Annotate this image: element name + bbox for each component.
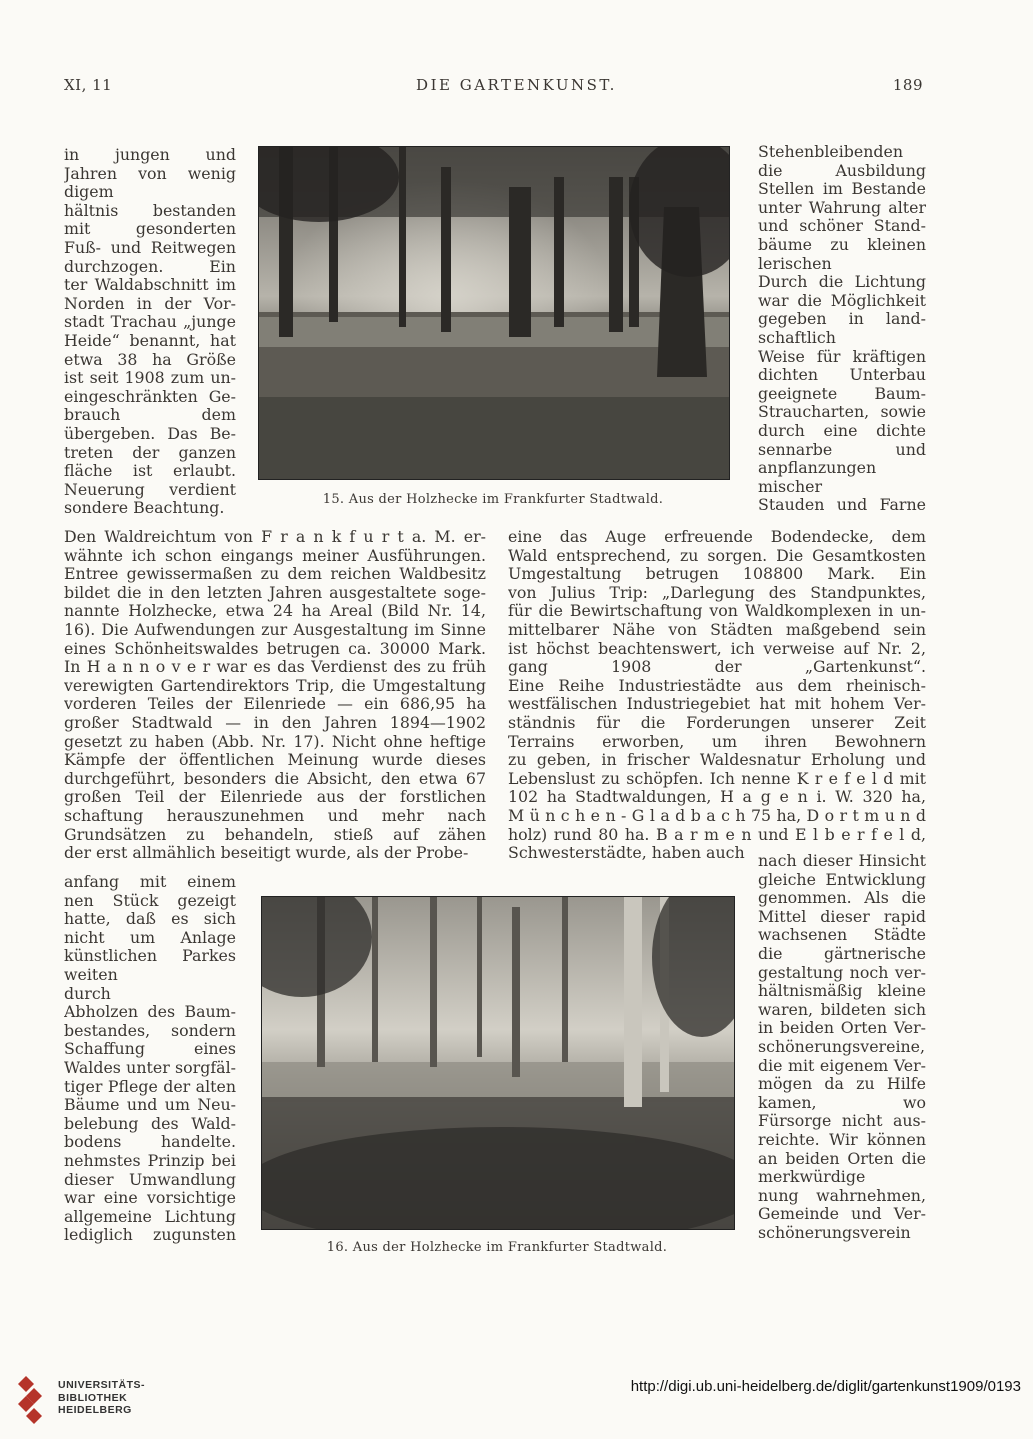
text-line: digem [64,183,114,202]
text-line: mischer [758,477,823,496]
text-line: Grundsätzen zu behandeln, stieß auf zähen [64,825,486,844]
text-line: anfang mit einem [64,873,236,891]
text-line: nannte Holzhecke, etwa 24 ha Areal (Bild Nr. 14, [64,602,486,621]
text-line: hältnismäßig kleine [758,982,926,1001]
text-line: Jahren von wenig [64,164,236,183]
text-line: sennarbe und [758,440,926,459]
text-line: mittelbarer Nähe von Städten maßgebend sein [508,620,926,639]
text-line: hältnis bestanden [64,201,236,220]
text-line: weiten [64,965,118,984]
text-line: allgemeine Lichtung [64,1207,236,1226]
text-line: Terrains erworben, um ihren Bewohnern [508,732,926,751]
text-line: war die Möglichkeit [758,291,926,310]
text-line: Abholzen des Baum- [64,1003,236,1022]
text-line: eines Schönheitswaldes betrugen ca. 30000 Mark. [64,639,486,658]
text-line: 16). Die Aufwendungen zur Ausgestaltung im Sinne [64,620,486,639]
text-line: lerischen [758,254,832,273]
text-line: für die Bewirtschaftung von Waldkomplexen in un- [508,602,926,621]
text-line: gestaltung noch ver- [758,963,926,982]
text-line: mit gesonderten [64,220,236,239]
text-line: schaftung herauszunehmen und mehr nach [64,806,486,825]
text-line: Stehenbleibenden [758,143,904,161]
text-line: anpflanzungen [758,459,877,478]
text-line: Umgestaltung betrugen 108800 Mark. Ein [508,565,926,584]
text-line: Kämpfe der öffentlichen Meinung wurde dieses [64,751,486,770]
text-line: durch eine dichte [758,421,926,440]
text-line: Fürsorge nicht aus- [758,1112,926,1131]
text-line: waren, bildeten sich [758,1000,926,1019]
text-line: verewigten Gartendirektors Trip, die Umgestaltung [64,676,486,695]
text-line: schaftlich [758,328,836,347]
text-line: großer Stadtwald — in den Jahren 1894—1902 [64,713,486,732]
text-line: gang 1908 der „Gartenkunst“. [508,658,926,677]
text-line: geeignete Baum- [758,384,926,403]
text-line: großen Teil der Eilenriede aus der forstlichen [64,788,486,807]
text-line: fläche ist erlaubt. [64,462,236,481]
text-line: brauch dem [64,406,236,425]
text-line: stadt Trachau „junge [64,313,236,332]
text-line: hatte, daß es sich [64,910,236,929]
text-line: schönerungsverein [758,1223,911,1242]
logo-line-3: HEIDELBERG [58,1404,132,1416]
figure-16-caption: 16. Aus der Holzhecke im Frankfurter Stadtwald. [326,1240,668,1255]
text-line: dichten Unterbau [758,366,926,385]
text-line: in beiden Orten Ver- [758,1019,926,1038]
photo-figure-15 [258,146,730,480]
text-line: die gärtnerische [758,944,926,963]
text-line: 102 ha Stadtwaldungen, H a g e n i. W. 320 ha, [508,788,926,807]
photo-figure-16 [261,896,735,1230]
text-line: wachsenen Städte [758,926,926,945]
text-line: bäume zu kleinen [758,235,926,254]
text-line: durchgeführt, besonders die Absicht, den etwa 67 [64,769,486,788]
text-line: gesetzt zu haben (Abb. Nr. 17). Nicht ohne heftige [64,732,486,751]
text-line: Entree gewissermaßen zu dem reichen Waldbesitz [64,565,486,584]
text-line: ist seit 1908 zum un- [64,369,236,388]
text-line: Waldes unter sorgfäl- [64,1058,236,1077]
text-line: war eine vorsichtige [64,1189,236,1208]
text-column-middle-right [508,528,926,863]
text-line: Wald entsprechend, zu sorgen. Die Gesamtkosten [508,546,926,565]
source-url-link[interactable]: http://digi.ub.uni-heidelberg.de/diglit/gartenkunst1909/0193 [630,1378,1021,1395]
text-line: Heide“ benannt, hat [64,331,236,350]
running-head-title: DIE GARTENKUNST. [416,76,617,94]
text-line: holz) rund 80 ha. B a r m e n und E l b e r f e l d, [508,825,926,844]
logo-line-1: UNIVERSITÄTS- [58,1379,146,1391]
text-line: nehmstes Prinzip bei [64,1151,236,1170]
text-line: vorderen Teiles der Eilenriede — ein 686,95 ha [64,695,486,714]
text-line: Eine Reihe Industriestädte aus dem rheinisch- [508,676,926,695]
text-line: Stauden und Farne [758,496,926,515]
text-line: gegeben in land- [758,310,926,329]
figure-15-caption: 15. Aus der Holzhecke im Frankfurter Stadtwald. [322,492,664,507]
text-line: die mit eigenem Ver- [758,1056,926,1075]
text-line: zu geben, in frischer Waldesnatur Erholung und [508,751,926,770]
text-line: kamen, wo [758,1093,926,1112]
text-line: nen Stück gezeigt [64,891,236,910]
text-line: und schöner Stand- [758,217,926,236]
text-line: merkwürdige [758,1168,866,1187]
text-line: In H a n n o v e r war es das Verdienst des zu früh [64,658,486,677]
text-line: nicht um Anlage [64,928,236,947]
text-column-top-left [64,146,236,518]
text-line: Durch die Lichtung [758,273,926,292]
text-line: künstlichen Parkes [64,947,236,966]
text-line: ist höchst beachtenswert, ich verweise auf Nr. 2, [508,639,926,658]
text-line: der erst allmählich beseitigt wurde, als der Probe- [64,844,469,863]
text-column-middle-left [64,528,486,863]
text-line: tiger Pflege der alten [64,1077,236,1096]
text-line: Gemeinde und Ver- [758,1205,926,1224]
text-line: ter Waldabschnitt im [64,276,236,295]
text-line: westfälischen Industriegebiet hat mit hohem Ver- [508,695,926,714]
text-line: Neuerung verdient [64,480,236,499]
text-line: übergeben. Das Be- [64,424,236,443]
text-line: mögen da zu Hilfe [758,1075,926,1094]
text-line: Fuß- und Reitwegen [64,238,236,257]
text-line: Schaffung eines [64,1040,236,1059]
text-line: sondere Beachtung. [64,499,225,518]
text-line: an beiden Orten die [758,1149,926,1168]
text-line: unter Wahrung alter [758,198,926,217]
text-line: Lebenslust zu schöpfen. Ich nenne K r e f e l d mit [508,769,926,788]
text-line: M ü n c h e n - G l a d b a c h 75 ha, D o r t m u n d [508,806,926,825]
text-line: Stellen im Bestande [758,180,926,199]
text-line: genommen. Als die [758,889,926,908]
logo-line-2: BIBLIOTHEK [58,1391,128,1404]
forest-photo-16 [262,897,734,1229]
text-column-bottom-left [64,873,236,1245]
library-logo-icon [14,1374,54,1424]
text-column-bottom-right [758,852,926,1242]
text-line: gleiche Entwicklung [758,870,926,889]
text-column-top-right [758,143,926,515]
text-line: die Ausbildung [758,161,926,180]
text-line: wähnte ich schon eingangs meiner Ausführungen. [64,546,486,565]
text-line: schönerungsvereine, [758,1037,926,1056]
text-line: in jungen und [64,146,236,164]
text-line: lediglich zugunsten [64,1226,236,1245]
text-line: Den Waldreichtum von F r a n k f u r t a. M. er- [64,528,486,546]
text-line: Weise für kräftigen [758,347,926,366]
text-line: Schwesterstädte, haben auch [508,844,745,863]
text-line: Bäume und um Neu- [64,1096,236,1115]
text-line: eingeschränkten Ge- [64,387,236,406]
text-line: nung wahrnehmen, [758,1186,926,1205]
text-line: belebung des Wald- [64,1114,236,1133]
text-line: durchzogen. Ein [64,257,236,276]
text-line: ständnis für die Forderungen unserer Zeit [508,713,926,732]
text-line: von Julius Trip: „Darlegung des Standpunktes, [508,583,926,602]
running-head-volume: XI, 11 [64,76,113,94]
text-line: Norden in der Vor- [64,294,236,313]
text-line: eine das Auge erfreuende Bodendecke, dem [508,528,926,546]
text-line: etwa 38 ha Größe [64,350,236,369]
text-line: Mittel dieser rapid [758,907,926,926]
text-line: Straucharten, sowie [758,403,926,422]
text-line: nach dieser Hinsicht [758,852,926,870]
text-line: dieser Umwandlung [64,1170,236,1189]
text-line: treten der ganzen [64,443,236,462]
forest-photo-15 [259,147,729,479]
text-line: bodens handelte. [64,1133,236,1152]
library-logo-text [58,1379,145,1417]
text-line: bestandes, sondern [64,1021,236,1040]
text-line: bildet die in den letzten Jahren ausgestaltete soge- [64,583,486,602]
page-number: 189 [892,76,923,94]
text-line: durch [64,984,111,1003]
text-line: reichte. Wir können [758,1130,926,1149]
